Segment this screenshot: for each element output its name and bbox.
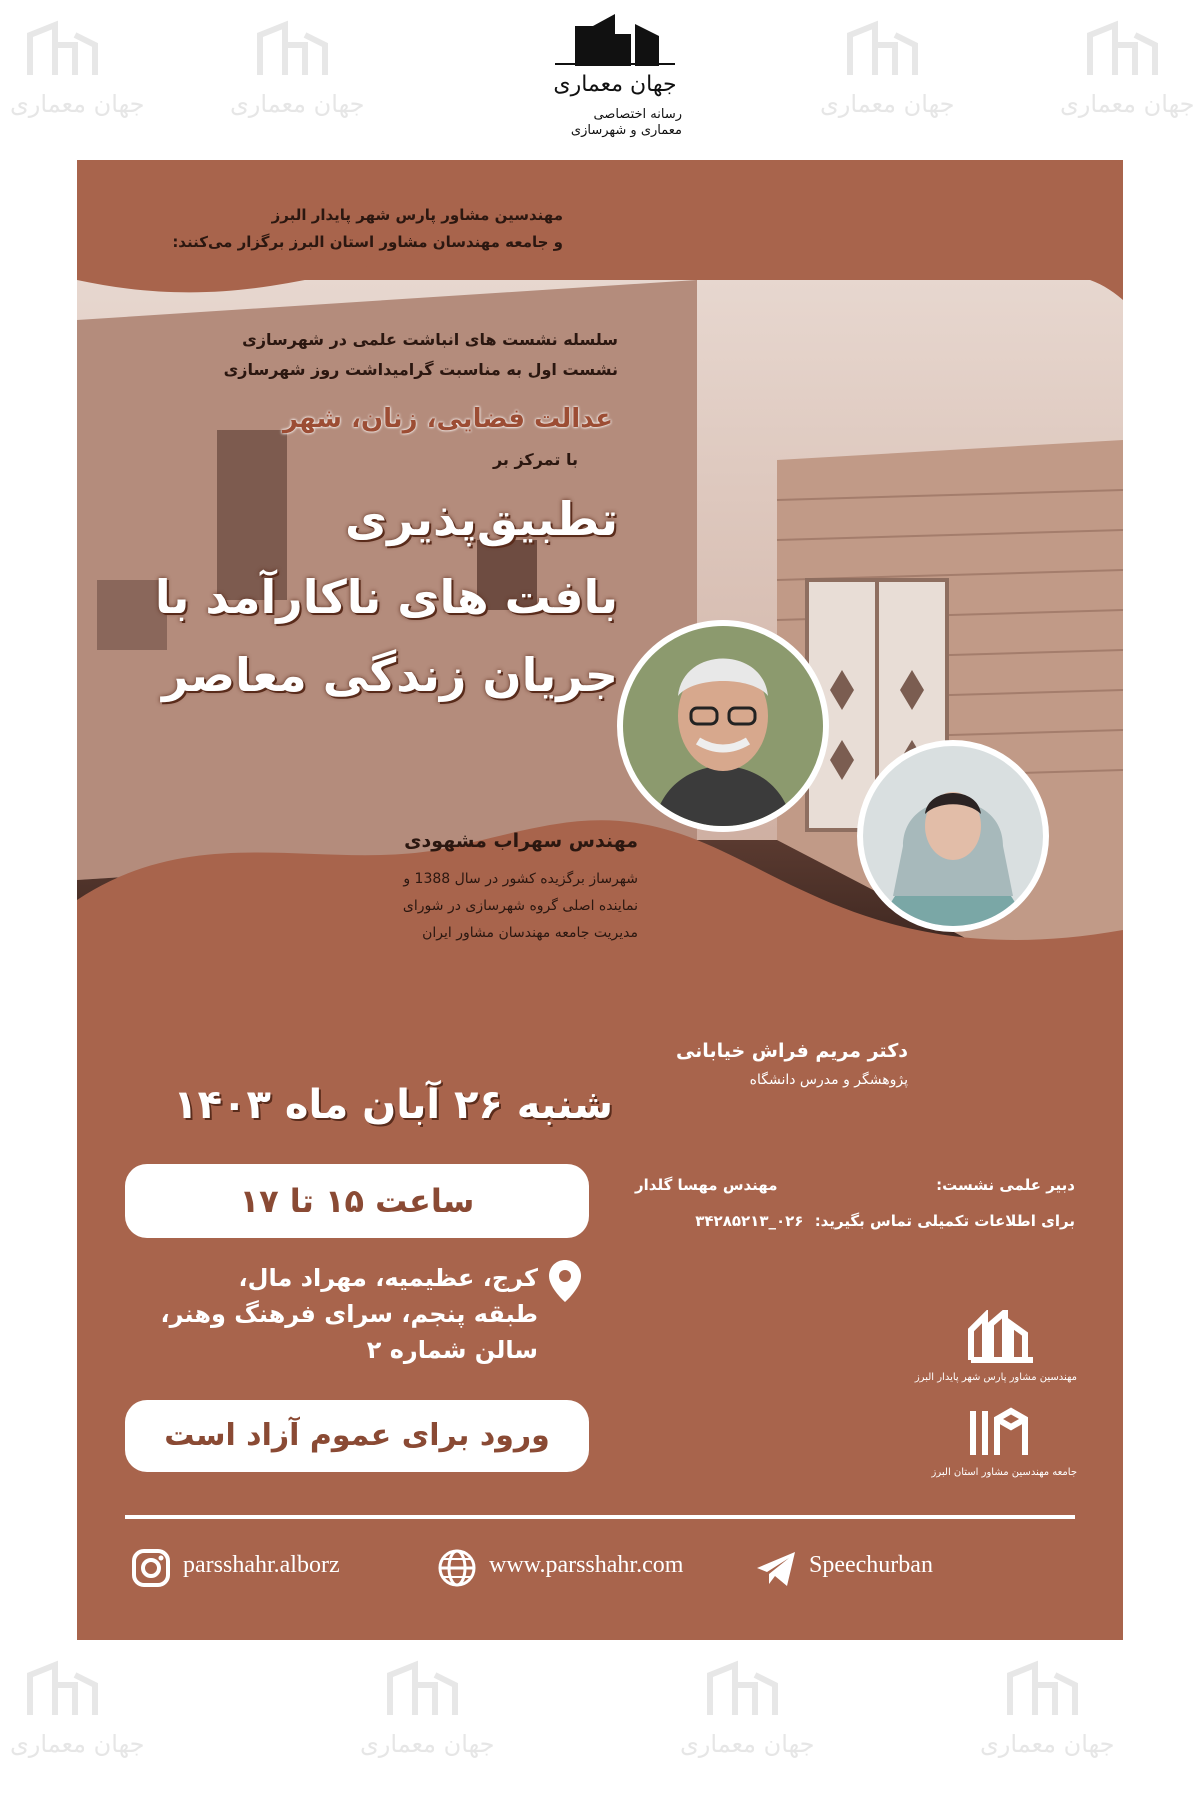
focus-label: با تمرکز بر	[492, 450, 578, 469]
speaker-2-bio-1: پژوهشگر و مدرس دانشگاه	[749, 1072, 908, 1088]
organizers-line-1: مهندسین مشاور پارس شهر پایدار البرز	[271, 206, 563, 224]
speaker-2-info	[608, 1040, 908, 1088]
contact-label: برای اطلاعات تکمیلی تماس بگیرید:	[814, 1212, 1075, 1230]
logo-2-caption: جامعه مهندسین مشاور استان البرز	[931, 1467, 1077, 1478]
speaker-1-photo	[617, 620, 829, 832]
organizers-line-2: و جامعه مهندسان مشاور استان البرز برگزار می‌کنند:	[172, 233, 563, 251]
watermark-text: جهان معماری	[10, 90, 145, 118]
header-logo	[540, 8, 690, 136]
speaker-1-info	[218, 830, 638, 947]
website-link[interactable]: www.parsshahr.com	[489, 1552, 684, 1578]
globe-icon[interactable]	[437, 1548, 477, 1588]
watermark-text: جهان معماری	[360, 1730, 495, 1758]
consultants-society-logo-icon	[967, 1405, 1037, 1459]
brand-logo-icon	[555, 8, 675, 66]
organizers	[123, 202, 563, 256]
event-time: ساعت ۱۵ تا ۱۷	[125, 1164, 589, 1238]
speaker-2-name: دکتر مریم فراش خیابانی	[675, 1040, 908, 1062]
event-poster	[77, 160, 1123, 1640]
speaker-1-portrait-icon	[623, 626, 823, 826]
instagram-icon[interactable]	[131, 1548, 171, 1588]
location-line-1: کرج، عظیمیه، مهراد مال،	[238, 1264, 538, 1292]
series-line-2: نشست اول به مناسبت گرامیداشت روز شهرسازی	[223, 360, 618, 379]
speaker-2-portrait-icon	[863, 746, 1043, 926]
organizer-logo-1	[837, 1310, 1077, 1383]
event-date: شنبه ۲۶ آبان ماه ۱۴۰۳	[173, 1082, 613, 1128]
theme-subtitle: عدالت فضایی، زنان، شهر	[283, 404, 613, 434]
logo-1-caption: مهندسین مشاور پارس شهر پایدار البرز	[914, 1372, 1077, 1383]
location-line-3: سالن شماره ۲	[366, 1336, 538, 1364]
location-pin-icon	[549, 1260, 581, 1302]
watermark-text: جهان معماری	[10, 1730, 145, 1758]
contact-phone: ۰۲۶_۳۴۲۸۵۲۱۳	[695, 1212, 804, 1230]
watermark-logo-icon	[1000, 1660, 1080, 1720]
speaker-1-bio-1: شهرساز برگزیده کشور در سال 1388 و	[403, 871, 638, 887]
instagram-handle[interactable]: parsshahr.alborz	[183, 1552, 340, 1578]
watermark-logo-icon	[250, 20, 330, 80]
brand-tagline-2: معماری و شهرسازی	[570, 123, 682, 138]
title-line-1: تطبیق‌پذیری	[345, 492, 618, 546]
series-line-1: سلسله نشست های انباشت علمی در شهرسازی	[242, 330, 618, 349]
title-line-3: جریان زندگی معاصر	[161, 648, 618, 702]
speaker-1-bio-2: نماینده اصلی گروه شهرسازی در شورای	[402, 898, 638, 914]
footer-divider	[125, 1515, 1075, 1519]
event-location	[118, 1260, 538, 1368]
location-line-2: طبقه پنجم، سرای فرهنگ وهنر،	[160, 1300, 538, 1328]
title-line-2: بافت های ناکارآمد با	[154, 570, 618, 624]
entry-notice: ورود برای عموم آزاد است	[125, 1400, 589, 1472]
parsshahr-logo-icon	[967, 1310, 1037, 1364]
contact	[635, 1212, 1075, 1230]
watermark-logo-icon	[20, 1660, 100, 1720]
watermark-logo-icon	[1080, 20, 1160, 80]
telegram-icon[interactable]	[755, 1550, 797, 1588]
brand-tagline-1: رسانه اختصاصی	[593, 107, 682, 122]
series	[118, 325, 618, 385]
watermark-logo-icon	[840, 20, 920, 80]
brand-name: جهان معماری	[553, 72, 677, 97]
watermark-text: جهان معماری	[980, 1730, 1115, 1758]
watermark-logo-icon	[700, 1660, 780, 1720]
watermark-text: جهان معماری	[820, 90, 955, 118]
speaker-1-bio-3: مدیریت جامعه مهندسان مشاور ایران	[422, 925, 638, 941]
main-title	[98, 480, 618, 714]
watermark-text: جهان معماری	[680, 1730, 815, 1758]
watermark-text: جهان معماری	[1060, 90, 1195, 118]
organizer-logo-2	[837, 1405, 1077, 1478]
secretary	[635, 1176, 1075, 1194]
speaker-2-photo	[857, 740, 1049, 932]
secretary-name: مهندس مهسا گلدار	[635, 1176, 778, 1194]
telegram-handle[interactable]: Speechurban	[809, 1552, 933, 1578]
secretary-label: دبیر علمی نشست:	[936, 1176, 1075, 1194]
watermark-text: جهان معماری	[230, 90, 365, 118]
speaker-1-name: مهندس سهراب مشهودی	[404, 830, 638, 852]
watermark-logo-icon	[380, 1660, 460, 1720]
watermark-logo-icon	[20, 20, 100, 80]
